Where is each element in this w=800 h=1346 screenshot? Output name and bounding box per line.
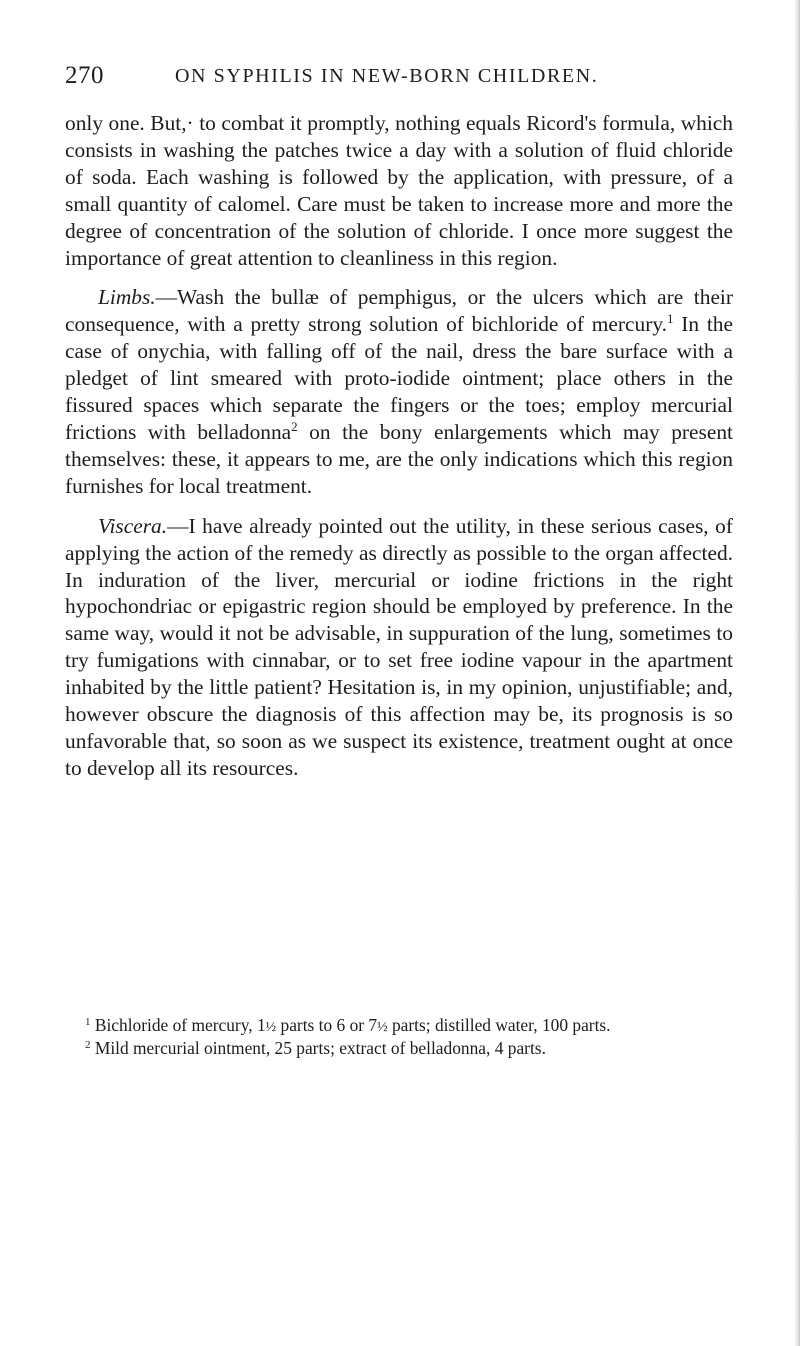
footnote-text: parts to 6 or 7 xyxy=(276,1015,378,1035)
paragraph-text: —I have already pointed out the utility, in these serious cases, of applying the action of the remedy as directly as possible to the organ affected. In induration of the liver, mercurial or iodine frictions in the right hypochondriac or epigastric region should be employed by preference. In the same way, would it not be advisable, in suppuration of the lung, sometimes to try fumigations with cinnabar, or to set free iodine vapour in the apartment inhabited by the little patient? Hesitation is, in my opinion, unjustifiable; and, however obscure the diagnosis of this affection may be, its prognosis is so unfavorable that, so soon as we suspect its existence, treatment ought at once to develop all its resources. xyxy=(65,513,733,780)
paragraph-viscera xyxy=(65,513,733,782)
footnote-ref-1: 1 xyxy=(666,311,674,327)
footnote-text: Mild mercurial ointment, 25 parts; extract of belladonna, 4 parts. xyxy=(94,1038,546,1058)
footnote-fraction: ½ xyxy=(377,1020,388,1035)
footnote-text: parts; distilled water, 100 parts. xyxy=(387,1015,611,1035)
footnote-text: Bichloride of mercury, 1 xyxy=(94,1015,266,1035)
paragraph-text: In the case of onychia, with falling off of the nail, dress the bare surface with a pledget of lint smeared with proto-iodide ointment; place others in the fissured spaces which separate the fingers or the toes; employ mercurial frictions with belladonna xyxy=(65,312,733,444)
footnote-mark: 2 xyxy=(85,1039,91,1051)
section-lead-limbs: Limbs. xyxy=(98,285,156,310)
page-edge-shadow xyxy=(794,0,800,1346)
paragraph-text: —Wash the bullæ of pemphigus, or the ulcers which are their consequence, with a pretty strong solution of bichloride of mercury. xyxy=(65,285,733,337)
footnote-fraction: ½ xyxy=(265,1020,277,1035)
footnote-ref-2: 2 xyxy=(291,418,298,434)
footnotes xyxy=(65,1015,733,1059)
page-number: 270 xyxy=(65,62,104,89)
footnote-mark: 1 xyxy=(85,1016,91,1028)
paragraph-limbs xyxy=(65,284,733,499)
paragraph-text: on the bony enlargements which may present themselves: these, it appears to me, are the only indications which this region furnishes for local treatment. xyxy=(65,419,734,498)
page-header xyxy=(65,62,745,94)
body-text xyxy=(65,110,733,782)
footnote-2 xyxy=(65,1038,733,1059)
footnote-1 xyxy=(65,1015,733,1038)
paragraph-text: only one. But,· to combat it promptly, nothing equals Ricord's formula, which consists in washing the patches twice a day with a solution of fluid chloride of soda. Each washing is followed by the application, with pressure, of a small quantity of calomel. Care must be taken to increase more and more the degree of concentration of the solution of chloride. I once more suggest the importance of great attention to cleanliness in this region. xyxy=(65,111,733,270)
paragraph-continuation xyxy=(65,110,733,271)
section-lead-viscera: Viscera. xyxy=(98,513,168,538)
running-head: ON SYPHILIS IN NEW-BORN CHILDREN. xyxy=(175,65,599,87)
